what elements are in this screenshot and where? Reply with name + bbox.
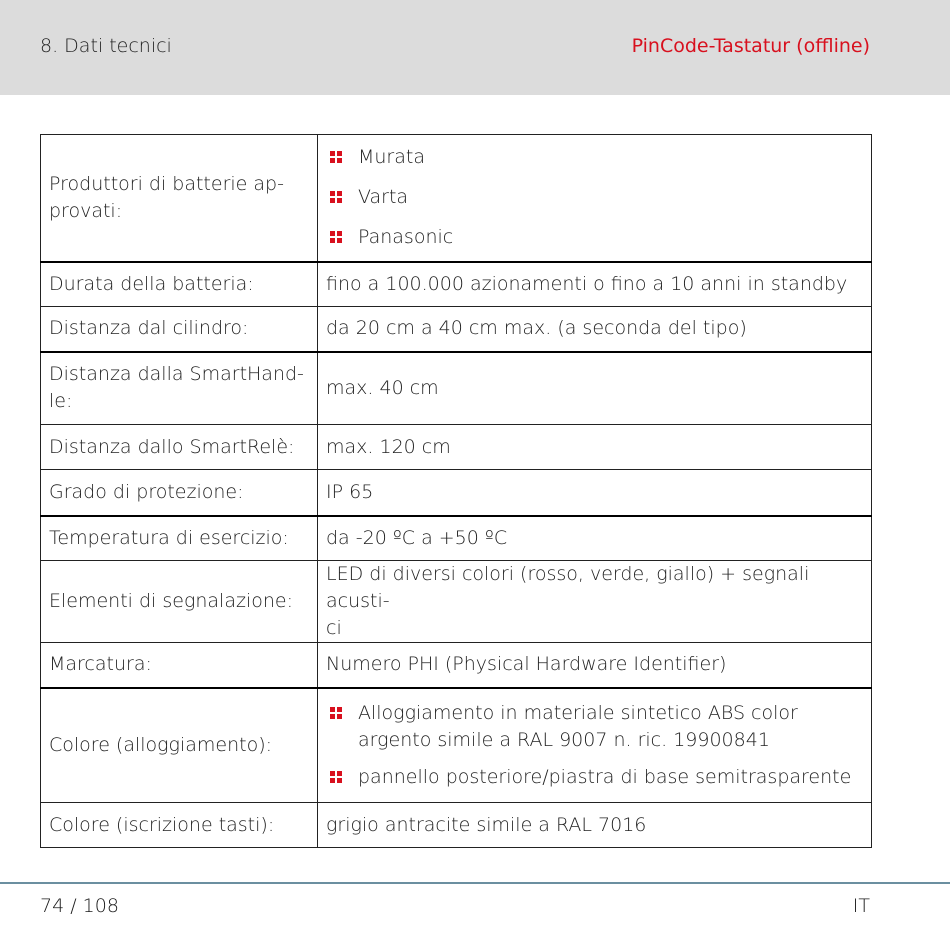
row-label: Colore (alloggiamento): [41, 688, 318, 803]
row-label: Temperatura di esercizio: [41, 516, 318, 561]
row-label: Distanza dalla SmartHand- le: [41, 352, 318, 425]
row-value: grigio antracite simile a RAL 7016 [318, 803, 872, 848]
row-label: Distanza dal cilindro: [41, 307, 318, 352]
list-item: Alloggiamento in materiale sintetico ABS color argento simile a RAL 9007 n. ric. 19900841 [326, 700, 863, 754]
row-label: Durata della batteria: [41, 262, 318, 307]
product-title: PinCode-Tastatur (offline) [631, 35, 870, 57]
table-row-smartrele-distance [41, 425, 872, 470]
page-header [0, 0, 950, 95]
bullet-icon [330, 231, 342, 243]
row-label: Produttori di batterie ap- provati: [41, 135, 318, 262]
section-title: 8. Dati tecnici [40, 35, 172, 57]
list-item: pannello posteriore/piastra di base semitrasparente [326, 764, 863, 791]
bullet-icon [330, 707, 342, 719]
row-label: Colore (iscrizione tasti): [41, 803, 318, 848]
table-row-signals [41, 561, 872, 643]
footer-divider [0, 882, 950, 884]
bullet-icon [330, 771, 342, 783]
row-value: Numero PHI (Physical Hardware Identifier) [318, 643, 872, 688]
table-row-housing-color [41, 688, 872, 803]
row-value: fino a 100.000 azionamenti o fino a 10 anni in standby [318, 262, 872, 307]
page-number: 74 / 108 [40, 895, 119, 917]
row-value: IP 65 [318, 470, 872, 516]
row-value [318, 135, 872, 262]
row-value: max. 40 cm [318, 352, 872, 425]
table-row-protection [41, 470, 872, 516]
row-value: da 20 cm a 40 cm max. (a seconda del tipo) [318, 307, 872, 352]
list-item: Varta [326, 184, 863, 211]
row-label: Grado di protezione: [41, 470, 318, 516]
language-code: IT [852, 895, 870, 917]
row-label: Distanza dallo SmartRelè: [41, 425, 318, 470]
table-row-temperature [41, 516, 872, 561]
row-label: Elementi di segnalazione: [41, 561, 318, 643]
housing-color-list [326, 700, 863, 791]
technical-data-table [40, 134, 872, 848]
row-value: LED di diversi colori (rosso, verde, giallo) + segnali acusti- ci [318, 561, 872, 643]
bullet-icon [330, 151, 342, 163]
table-row-smarthandle-distance [41, 352, 872, 425]
row-value [318, 688, 872, 803]
table-row-marking [41, 643, 872, 688]
bullet-icon [330, 191, 342, 203]
list-item: Panasonic [326, 224, 863, 251]
row-value: max. 120 cm [318, 425, 872, 470]
battery-list [326, 144, 863, 251]
table-row-batteries [41, 135, 872, 262]
list-item: Murata [326, 144, 863, 171]
row-label: Marcatura: [41, 643, 318, 688]
table-row-cylinder-distance [41, 307, 872, 352]
table-row-battery-life [41, 262, 872, 307]
table-row-key-color [41, 803, 872, 848]
row-value: da -20 ºC a +50 ºC [318, 516, 872, 561]
